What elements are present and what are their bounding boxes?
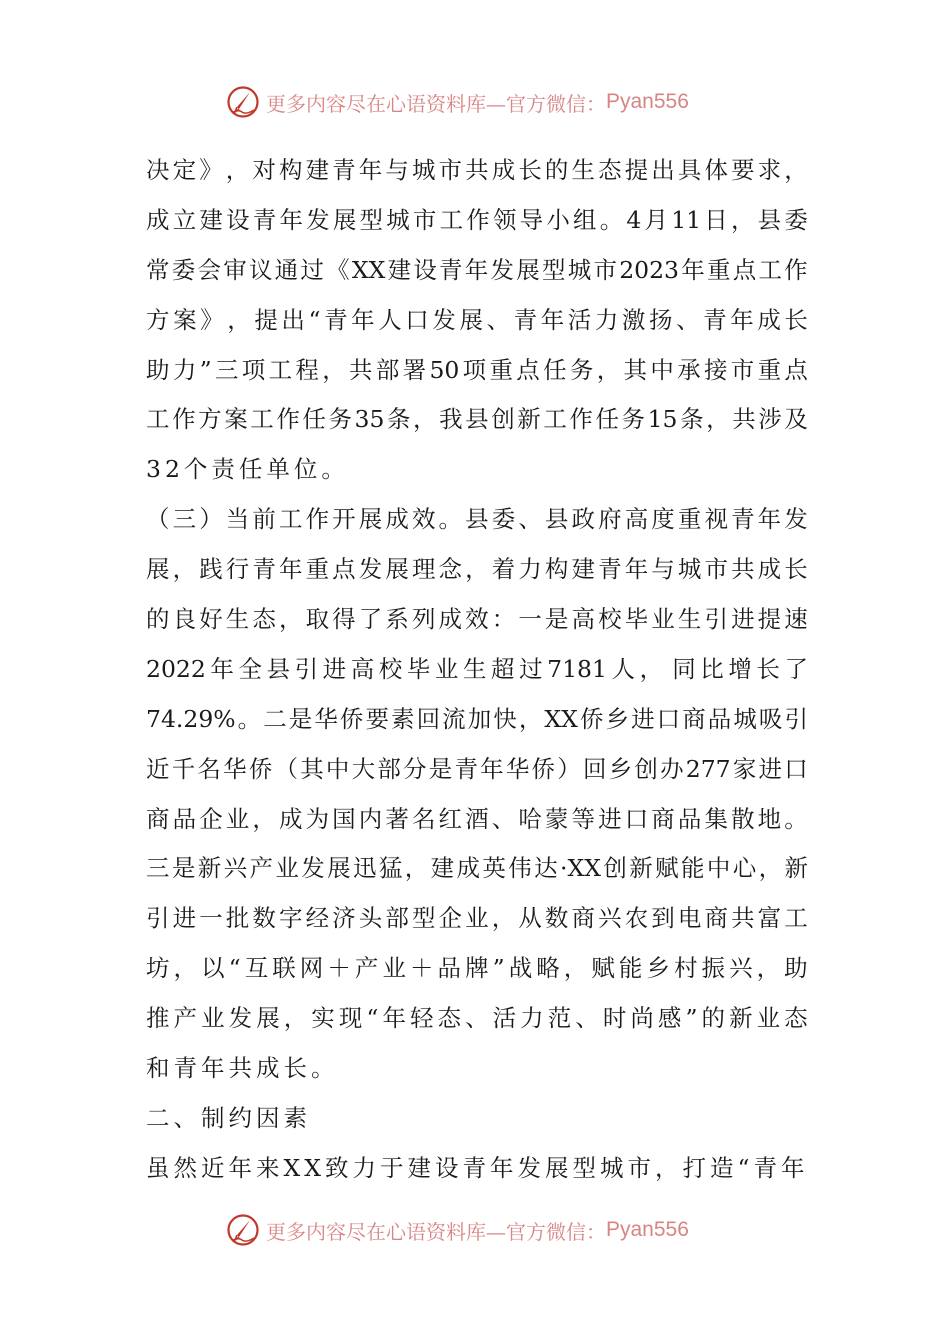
text-line: 决 定 》 ， 对 构 建 青 年 与 城 市 共 成 长 的 生 态 提 出 具 体 要 求 ， xyxy=(146,156,808,184)
quill-logo-icon xyxy=(226,1213,260,1247)
paragraph-decision xyxy=(146,146,808,495)
paragraph-current-results xyxy=(146,495,808,1094)
text-line: 的 良 好 生 态 ， 取 得 了 系 列 成 效 ： 一 是 高 校 毕 业 生 引 进 提 速 xyxy=(146,605,808,634)
quill-logo-icon xyxy=(226,85,260,119)
text-line: 成 立 建 设 青 年 发 展 型 城 市 工 作 领 导 小 组 。 4 月 11 日 ， 县 委 xyxy=(146,205,808,234)
watermark-text: 更多内容尽在心语资料库—官方微信： xyxy=(266,91,606,116)
text-line: 展 ， 践 行 青 年 重 点 发 展 理 念 ， 着 力 构 建 青 年 与 城 市 共 成 长 xyxy=(146,555,808,584)
text-line: 三 是 新 兴 产 业 发 展 迅 猛 ， 建 成 英 伟 达 ·XX 创 新 赋 能 中 心 ， 新 xyxy=(146,854,808,883)
text-line: 助 力 ” 三 项 工 程 ， 共 部 署 50 项 重 点 任 务 ， 其 中 承 接 市 重 点 xyxy=(146,355,808,384)
paragraph-constraints-intro xyxy=(146,1144,808,1194)
text-line: 引 进 一 批 数 字 经 济 头 部 型 企 业 ， 从 数 商 兴 农 到 电 商 共 富 工 xyxy=(146,904,808,933)
text-line: 虽然近年来XX致力于建设青年发展型城市，打造“青年 xyxy=(146,1153,809,1182)
text-line: 74.29% 。 二 是 华 侨 要 素 回 流 加 快 ， XX 侨 乡 进 口 商 品 城 吸 引 xyxy=(146,704,808,733)
text-line: 和青年共成长。 xyxy=(146,1054,339,1083)
text-line: 推 产 业 发 展 ， 实 现 “ 年 轻 态 、 活 力 范 、 时 尚 感 ” 的 新 业 态 xyxy=(146,1004,808,1033)
watermark-wechat-id: Pyan556 xyxy=(606,90,689,113)
text-line: 近 千 名 华 侨 （ 其 中 大 部 分 是 青 年 华 侨 ） 回 乡 创 办 277 家 进 口 xyxy=(146,754,808,783)
text-line: 商 品 企 业 ， 成 为 国 内 著 名 红 酒 、 哈 蒙 等 进 口 商 品 集 散 地 。 xyxy=(146,804,808,833)
text-line: 工 作 方 案 工 作 任 务 35 条 ， 我 县 创 新 工 作 任 务 15 条 ， 共 涉 及 xyxy=(146,405,808,434)
text-line: 方 案 》 ， 提 出 “ 青 年 人 口 发 展 、 青 年 活 力 激 扬 、 青 年 成 长 xyxy=(146,305,808,334)
footer-watermark xyxy=(226,1212,689,1248)
text-line: 二、制约因素 xyxy=(146,1103,311,1132)
text-line: 32个责任单位。 xyxy=(146,455,349,484)
text-line: 坊 ， 以 “ 互 联 网 ＋ 产 业 ＋ 品 牌 ” 战 略 ， 赋 能 乡 村 振 兴 ， 助 xyxy=(146,954,808,983)
watermark-wechat-id: Pyan556 xyxy=(606,1218,689,1241)
header-watermark xyxy=(226,84,689,120)
text-line: （ 三 ） 当 前 工 作 开 展 成 效 。 县 委 、 县 政 府 高 度 重 视 青 年 发 xyxy=(146,505,808,534)
text-line: 常 委 会 审 议 通 过 《 XX 建 设 青 年 发 展 型 城 市 2023 年 重 点 工 作 xyxy=(146,255,808,284)
section-heading-constraints xyxy=(146,1094,808,1144)
watermark-text: 更多内容尽在心语资料库—官方微信： xyxy=(266,1219,606,1244)
text-line: 2022 年 全 县 引 进 高 校 毕 业 生 超 过 7181 人 ， 同 比 增 长 了 xyxy=(146,654,808,683)
document-body xyxy=(146,146,808,1194)
